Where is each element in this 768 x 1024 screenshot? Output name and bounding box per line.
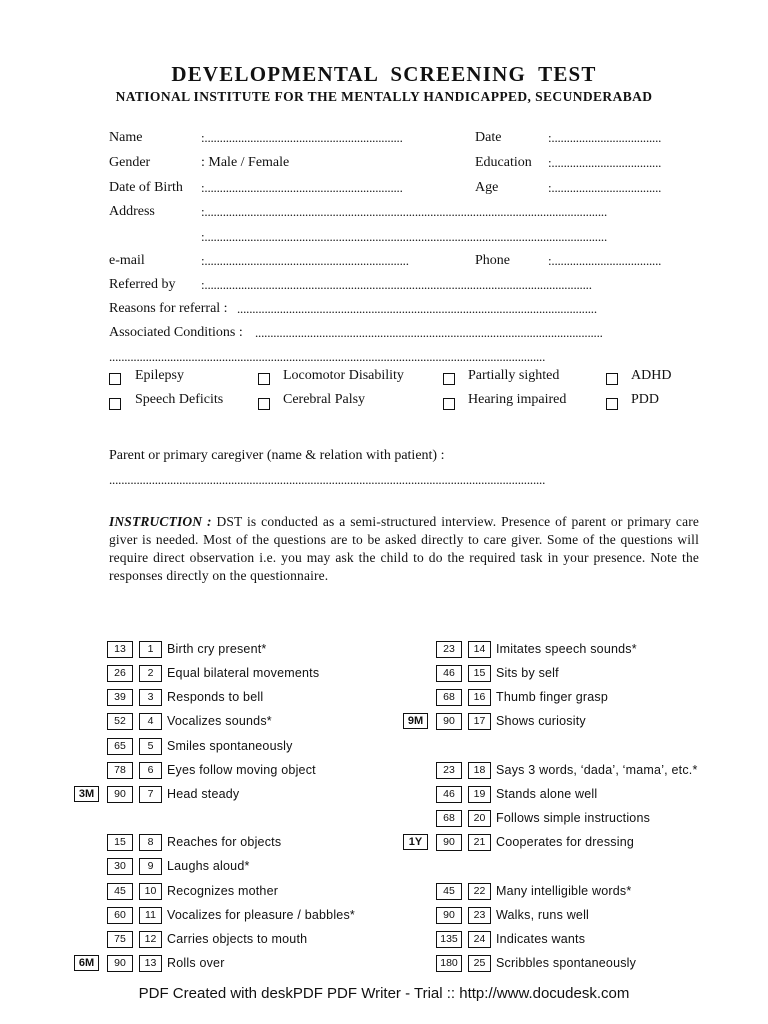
date-field[interactable]: :.................................... [548,130,662,145]
item-number-box: 24 [468,931,491,948]
age-marker-badge: 3M [74,786,99,802]
item-number-box: 19 [468,786,491,803]
pdf-footer: PDF Created with deskPDF PDF Writer - Trial :: http://www.docudesk.com [138,985,630,1002]
item-label: Vocalizes for pleasure / babbles* [167,908,355,922]
item-label: Reaches for objects [167,835,282,849]
item-score-box[interactable]: 23 [436,762,462,779]
address-field-line2[interactable]: :.................................................................................................................................... [201,229,608,244]
item-score-box[interactable]: 90 [436,907,462,924]
item-score-box[interactable]: 90 [436,834,462,851]
item-label: Cooperates for dressing [496,835,635,849]
speech-deficits-label: Speech Deficits [135,392,224,407]
locomotor-disability-label: Locomotor Disability [283,368,404,383]
item-score-box[interactable]: 26 [107,665,133,682]
instruction-text: DST is conducted as a semi-structured interview. Presence of parent or primary care giver is needed. Most of the questions are to be asked directly to care giver. Some of the questions will require direct observation i.e. you may ask the child to do the required task in your presence. Note the responses directly on the questionnaire. [109,514,699,583]
address-field-line1[interactable]: :.................................................................................................................................... [201,204,608,219]
item-label: Scribbles spontaneously [496,956,637,970]
item-label: Carries objects to mouth [167,932,308,946]
item-label: Responds to bell [167,690,264,704]
item-label: Recognizes mother [167,884,279,898]
item-number-box: 14 [468,641,491,658]
referred-by-field[interactable]: :............................................................................................................................... [201,277,592,292]
item-score-box[interactable]: 90 [436,713,462,730]
gender-label: Gender [109,155,151,170]
item-number-box: 7 [139,786,162,803]
item-number-box: 22 [468,883,491,900]
item-score-box[interactable]: 68 [436,689,462,706]
item-number-box: 8 [139,834,162,851]
phone-field[interactable]: :.................................... [548,253,662,268]
item-number-box: 10 [139,883,162,900]
age-label: Age [475,180,499,195]
speech-deficits-checkbox[interactable] [109,398,121,410]
adhd-label: ADHD [631,368,672,383]
cerebral-palsy-checkbox[interactable] [258,398,270,410]
item-number-box: 16 [468,689,491,706]
item-label: Follows simple instructions [496,811,651,825]
age-marker-badge: 1Y [403,834,428,850]
item-number-box: 11 [139,907,162,924]
item-label: Smiles spontaneously [167,739,293,753]
item-score-box[interactable]: 90 [107,786,133,803]
email-field[interactable]: :................................................................... [201,253,409,268]
item-label: Laughs aloud* [167,859,250,873]
item-score-box[interactable]: 46 [436,786,462,803]
instruction-paragraph [109,513,699,585]
item-label: Vocalizes sounds* [167,714,272,728]
item-number-box: 4 [139,713,162,730]
gender-field[interactable]: : Male / Female [201,155,290,170]
name-field[interactable]: :................................................................. [201,130,403,145]
item-label: Eyes follow moving object [167,763,316,777]
item-number-box: 20 [468,810,491,827]
item-score-box[interactable]: 30 [107,858,133,875]
reasons-field[interactable]: ...................................................................................................................... [237,301,597,316]
item-label: Birth cry present* [167,642,267,656]
item-label: Many intelligible words* [496,884,632,898]
caregiver-label: Parent or primary caregiver (name & relation with patient) : [109,448,445,463]
item-number-box: 3 [139,689,162,706]
phone-label: Phone [475,253,510,268]
item-label: Walks, runs well [496,908,590,922]
item-label: Stands alone well [496,787,598,801]
associated-conditions-label: Associated Conditions : [109,325,243,340]
item-number-box: 12 [139,931,162,948]
reasons-label: Reasons for referral : [109,301,228,316]
age-marker-badge: 6M [74,955,99,971]
item-number-box: 21 [468,834,491,851]
associated-conditions-field[interactable]: .................................................................................................................. [255,325,603,340]
education-label: Education [475,155,532,170]
item-number-box: 9 [139,858,162,875]
age-field[interactable]: :.................................... [548,180,662,195]
item-number-box: 25 [468,955,491,972]
item-number-box: 6 [139,762,162,779]
item-number-box: 2 [139,665,162,682]
pdd-checkbox[interactable] [606,398,618,410]
item-number-box: 5 [139,738,162,755]
item-score-box[interactable]: 75 [107,931,133,948]
item-score-box[interactable]: 135 [436,931,462,948]
item-number-box: 15 [468,665,491,682]
partially-sighted-checkbox[interactable] [443,373,455,385]
instruction-heading: INSTRUCTION : [109,514,212,529]
item-label: Indicates wants [496,932,586,946]
institute-subtitle: NATIONAL INSTITUTE FOR THE MENTALLY HANDICAPPED, SECUNDERABAD [115,89,653,104]
item-score-box[interactable]: 78 [107,762,133,779]
item-score-box[interactable]: 68 [436,810,462,827]
item-score-box[interactable]: 13 [107,641,133,658]
dob-label: Date of Birth [109,180,183,195]
dob-field[interactable]: :................................................................. [201,180,403,195]
name-label: Name [109,130,143,145]
item-label: Sits by self [496,666,559,680]
adhd-checkbox[interactable] [606,373,618,385]
item-number-box: 13 [139,955,162,972]
hearing-impaired-label: Hearing impaired [468,392,567,407]
item-number-box: 1 [139,641,162,658]
item-score-box[interactable]: 60 [107,907,133,924]
item-score-box[interactable]: 46 [436,665,462,682]
item-score-box[interactable]: 45 [107,883,133,900]
item-score-box[interactable]: 65 [107,738,133,755]
hearing-impaired-checkbox[interactable] [443,398,455,410]
item-number-box: 18 [468,762,491,779]
partially-sighted-label: Partially sighted [468,368,560,383]
item-label: Equal bilateral movements [167,666,320,680]
address-label: Address [109,204,155,219]
item-label: Head steady [167,787,240,801]
epilepsy-label: Epilepsy [135,368,184,383]
item-number-box: 23 [468,907,491,924]
age-marker-badge: 9M [403,713,428,729]
item-label: Thumb finger grasp [496,690,608,704]
item-label: Rolls over [167,956,225,970]
item-number-box: 17 [468,713,491,730]
locomotor-disability-checkbox[interactable] [258,373,270,385]
item-label: Says 3 words, ‘dada’, ‘mama’, etc.* [496,763,698,777]
item-label: Shows curiosity [496,714,586,728]
item-score-box[interactable]: 180 [436,955,462,972]
date-label: Date [475,130,502,145]
caregiver-field[interactable]: ............................................................................................................................................... [109,472,546,487]
item-score-box[interactable]: 90 [107,955,133,972]
referred-by-label: Referred by [109,277,176,292]
item-score-box[interactable]: 15 [107,834,133,851]
email-label: e-mail [109,253,145,268]
epilepsy-checkbox[interactable] [109,373,121,385]
document-title: DEVELOPMENTAL SCREENING TEST [171,62,597,86]
cerebral-palsy-label: Cerebral Palsy [283,392,366,407]
item-label: Imitates speech sounds* [496,642,637,656]
item-score-box[interactable]: 23 [436,641,462,658]
pdd-label: PDD [631,392,660,407]
item-score-box[interactable]: 45 [436,883,462,900]
item-score-box[interactable]: 52 [107,713,133,730]
associated-conditions-line2[interactable]: ............................................................................................................................................... [109,349,546,364]
education-field[interactable]: :.................................... [548,155,662,170]
item-score-box[interactable]: 39 [107,689,133,706]
